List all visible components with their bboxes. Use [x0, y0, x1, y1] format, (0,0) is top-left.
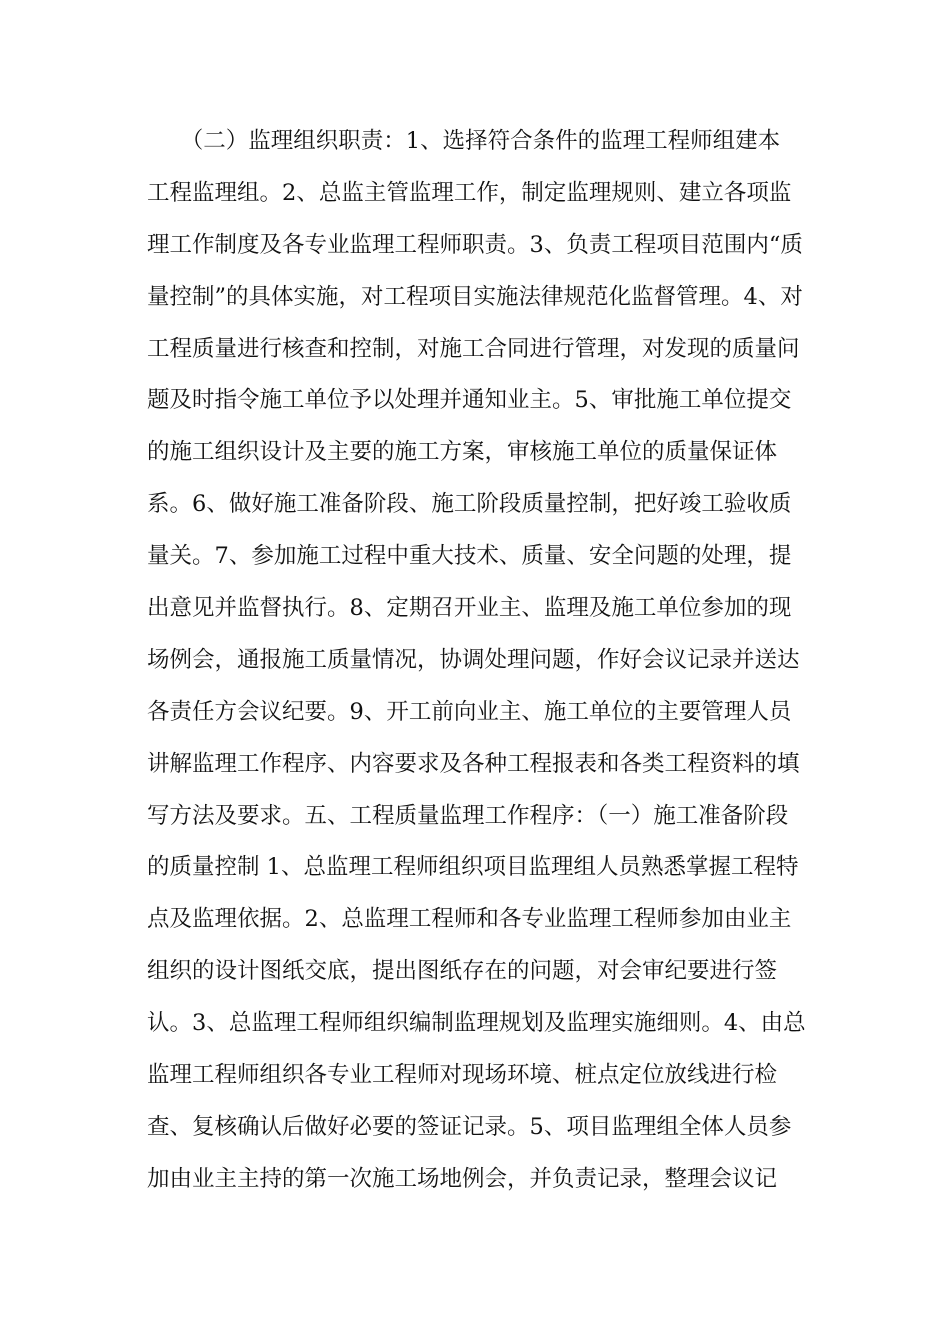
- text-line: 量控制”的具体实施，对工程项目实施法律规范化监督管理。4、对: [147, 283, 803, 310]
- text-line: 认。3、总监理工程师组织编制监理规划及监理实施细则。4、由总: [147, 1010, 806, 1037]
- text-line: 系。6、做好施工准备阶段、施工阶段质量控制，把好竣工验收质: [147, 491, 792, 518]
- text-line: 写方法及要求。五、工程质量监理工作程序：（一）施工准备阶段: [147, 802, 789, 829]
- text-line: 查、复核确认后做好必要的签证记录。5、项目监理组全体人员参: [147, 1113, 792, 1140]
- text-line: 工程质量进行核查和控制，对施工合同进行管理，对发现的质量问: [147, 335, 800, 362]
- text-line: 各责任方会议纪要。9、开工前向业主、施工单位的主要管理人员: [147, 698, 792, 725]
- text-line: 点及监理依据。2、总监理工程师和各专业监理工程师参加由业主: [147, 906, 792, 933]
- text-line: 讲解监理工作程序、内容要求及各种工程报表和各类工程资料的填: [147, 750, 800, 777]
- text-line: 场例会，通报施工质量情况，协调处理问题，作好会议记录并送达: [147, 646, 800, 673]
- text-line: 加由业主主持的第一次施工场地例会，并负责记录，整理会议记: [147, 1165, 778, 1192]
- text-line: 组织的设计图纸交底，提出图纸存在的问题，对会审纪要进行签: [147, 958, 778, 985]
- body-text: [147, 116, 807, 1206]
- text-line: 出意见并监督执行。8、定期召开业主、监理及施工单位参加的现: [147, 595, 792, 622]
- text-line: 题及时指令施工单位予以处理并通知业主。5、审批施工单位提交: [147, 387, 792, 414]
- text-line: 的质量控制 1、总监理工程师组织项目监理组人员熟悉掌握工程特: [147, 854, 799, 881]
- text-line: 监理工程师组织各专业工程师对现场环境、桩点定位放线进行检: [147, 1062, 778, 1089]
- text-line: （二）监理组织职责：1、选择符合条件的监理工程师组建本: [147, 128, 781, 154]
- text-line: 量关。7、参加施工过程中重大技术、质量、安全问题的处理，提: [147, 543, 792, 570]
- text-line: 理工作制度及各专业监理工程师职责。3、负责工程项目范围内“质: [147, 231, 803, 258]
- text-line: 的施工组织设计及主要的施工方案，审核施工单位的质量保证体: [147, 439, 778, 466]
- text-line: 工程监理组。2、总监主管监理工作，制定监理规则、建立各项监: [147, 179, 792, 206]
